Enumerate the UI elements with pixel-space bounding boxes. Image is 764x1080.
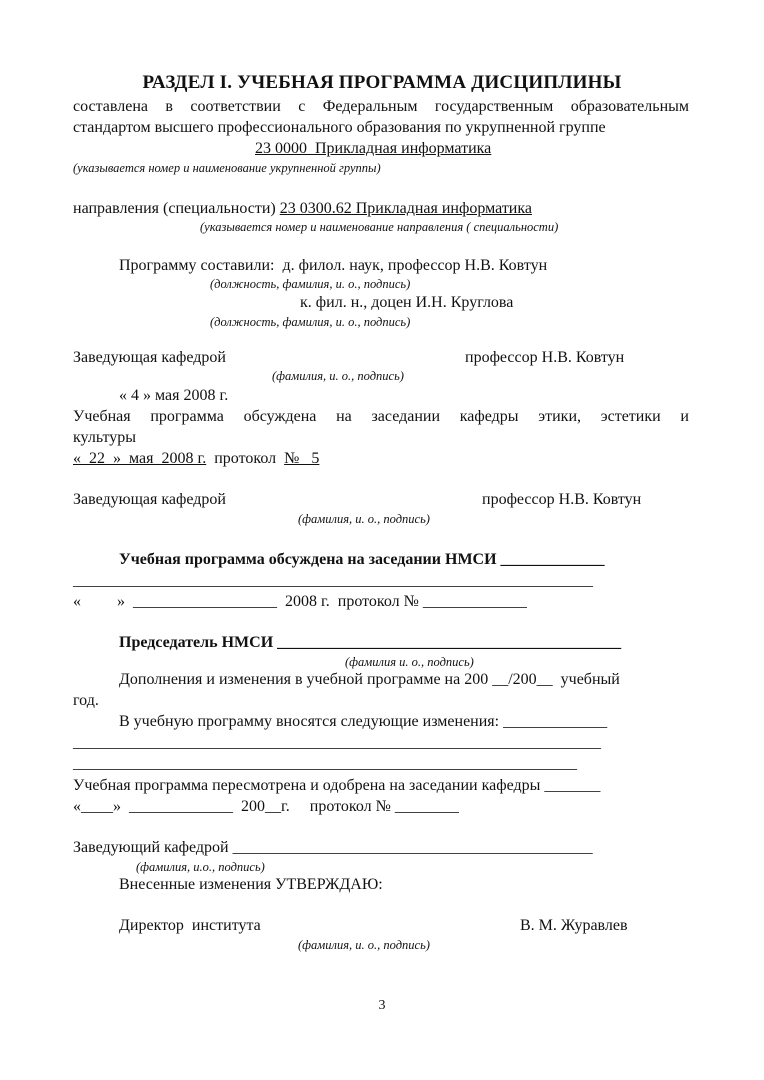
head-label-1: Заведующая кафедрой — [73, 349, 226, 366]
head-note-1: (фамилия, и. о., подпись) — [272, 369, 404, 383]
direction-note: (указывается номер и наименование направления ( специальности) — [200, 220, 559, 234]
intro-line-1: составлена в соответствии с Федеральным государственным образовательным — [73, 98, 689, 115]
direction-label: направления (специальности) — [73, 200, 280, 217]
page-number: 3 — [378, 998, 386, 1013]
review-head: Заведующий кафедрой _____________________________________________ — [73, 839, 593, 856]
changes-line-2: год. — [73, 692, 99, 709]
head-name-2: профессор Н.В. Ковтун — [482, 491, 642, 508]
review-line-2: «____» _____________ 200__г. протокол № ________ — [73, 798, 459, 815]
section-title: РАЗДЕЛ I. УЧЕБНАЯ ПРОГРАММА ДИСЦИПЛИНЫ — [142, 72, 622, 93]
discussion-line-2: культуры — [73, 429, 137, 446]
director-name: В. М. Журавлев — [520, 917, 628, 934]
changes-line-1: Дополнения и изменения в учебной программе на 200 __/200__ учебный — [119, 671, 620, 688]
discussion-line-1: Учебная программа обсуждена на заседании кафедры этики, эстетики и — [73, 408, 689, 425]
nmsi-blank-line: _________________________________________________________________ — [73, 572, 593, 589]
group-note: (указывается номер и наименование укрупненной группы) — [73, 161, 381, 175]
review-line-1: Учебная программа пересмотрена и одобрена на заседании кафедры _______ — [73, 777, 601, 794]
direction-value: 23 0300.62 Прикладная информатика — [279, 200, 532, 217]
authors-line: Программу составили: д. филол. наук, профессор Н.В. Ковтун — [119, 257, 548, 274]
nmsi-chair-note: (фамилия и. о., подпись) — [345, 655, 474, 669]
group-value: 23 0000 Прикладная информатика — [255, 140, 492, 157]
review-approve: Внесенные изменения УТВЕРЖДАЮ: — [119, 876, 383, 893]
authors-note-1: (должность, фамилия, и. о., подпись) — [210, 277, 411, 291]
discussion-protocol-line — [73, 450, 319, 468]
intro-line-2: стандартом высшего профессионального образования по укрупненной группе — [73, 119, 606, 136]
changes-line-4: __________________________________________________________________ — [73, 734, 601, 751]
head-name-1: профессор Н.В. Ковтун — [465, 349, 625, 366]
head-note-2: (фамилия, и. о., подпись) — [298, 512, 430, 526]
review-head-note: (фамилия, и.о., подпись) — [136, 860, 265, 874]
authors-note-2: (должность, фамилия, и. о., подпись) — [210, 315, 411, 329]
protocol-number: № 5 — [284, 450, 320, 467]
nmsi-heading: Учебная программа обсуждена на заседании НМСИ _____________ — [119, 551, 605, 568]
changes-line-5: _______________________________________________________________ — [73, 755, 577, 772]
discussion-date: « 22 » мая 2008 г. — [73, 450, 207, 467]
head-label-2: Заведующая кафедрой — [73, 491, 226, 508]
head-date-1: « 4 » мая 2008 г. — [119, 387, 229, 404]
director-label: Директор института — [119, 917, 261, 934]
direction-line — [73, 200, 532, 218]
nmsi-chair: Председатель НМСИ ___________________________________________ — [119, 634, 622, 651]
protocol-label: протокол — [206, 450, 285, 467]
nmsi-date-line: « » __________________ 2008 г. протокол № _____________ — [73, 593, 527, 610]
director-note: (фамилия, и. о., подпись) — [298, 938, 430, 952]
changes-line-3: В учебную программу вносятся следующие изменения: _____________ — [119, 713, 608, 730]
second-author: к. фил. н., доцен И.Н. Круглова — [300, 294, 514, 311]
